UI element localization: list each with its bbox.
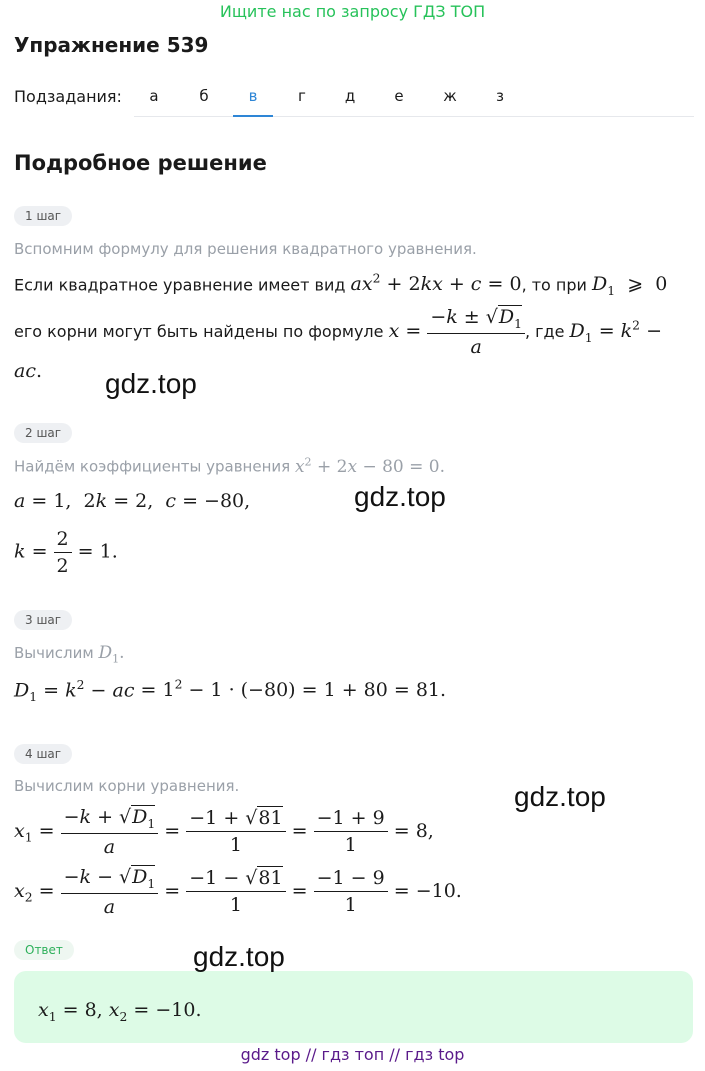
tab-b[interactable]: б [199,87,209,105]
tab-z[interactable]: з [496,87,504,105]
watermark: gdz.top [354,481,446,512]
step-4-hint: Вычислим корни уравнения. [14,777,240,795]
subtasks-label: Подзадания: [14,87,122,106]
step-2-hint-text: Найдём коэффициенты уравнения [14,457,291,476]
step-1-line-1-text-b: , то при [521,275,587,295]
step-1-formula: x = $\frac{-k \pm √D_1}{a}$ [389,320,525,342]
subtasks-tabs [134,78,694,117]
step-2-hint [14,455,445,477]
step-3-hint-symbol: $D_1$. [98,643,125,666]
watermark: gdz.top [105,368,197,399]
step-1-line-3: ac. [14,360,43,382]
tab-e[interactable]: е [394,87,404,105]
step-1-line-2-text-a: его корни могут быть найдены по формуле [14,321,384,341]
page-title: Упражнение 539 [14,33,209,57]
answer-text: $x_1 = 8$, $x_2 = -10$. [38,999,202,1024]
step-4-root-1: $x_1$ = $\frac{-k + √D_1}{a}$ = $\frac{-1 + √81}{1}$ = $\frac{-1 + 9}{1}$ = 8, [14,806,434,858]
step-2-k: k = $\frac{2}{2}$ = 1. [14,528,118,577]
step-3-calculation: $D_1 = k^2$ − ac = $1^2 - 1 \cdot (-80) = 1 + 80 = 81$. [14,678,447,705]
step-1-badge: 1 шаг [14,206,72,226]
tab-d[interactable]: д [344,87,356,105]
step-4-badge: 4 шаг [14,744,72,764]
step-3-badge: 3 шаг [14,610,72,630]
step-1-line-1-text-a: Если квадратное уравнение имеет вид [14,275,346,295]
answer-box [14,971,693,1043]
step-2-badge: 2 шаг [14,423,72,443]
tab-v[interactable]: в [233,87,273,117]
step-1-equation: $ax^2 + 2kx + c = 0$ [350,272,522,296]
footer-links: gdz top // гдз топ // гдз top [240,1045,465,1064]
step-1-line-1 [14,272,667,298]
step-1-line-2 [14,306,662,358]
step-4-root-2: $x_2$ = $\frac{-k - √D_1}{a}$ = $\frac{-1 - √81}{1}$ = $\frac{-1 - 9}{1}$ = −10. [14,866,462,918]
step-2-equation: $x^2 + 2x - 80 = 0$. [294,455,446,477]
step-3-hint [14,643,125,665]
watermark: gdz.top [514,781,606,812]
answer-badge: Ответ [14,940,74,960]
step-1-line-2-text-b: , где [524,321,565,341]
step-2-coefficients: a = 1, 2k = 2, c = −80, [14,490,251,512]
step-3-hint-text: Вычислим [14,644,94,662]
step-1-hint: Вспомним формулу для решения квадратного уравнения. [14,240,477,258]
tab-a[interactable]: а [149,87,159,105]
watermark: gdz.top [193,941,285,972]
step-1-discriminant: $D_1 = k^2$ − [569,318,662,345]
solution-title: Подробное решение [14,151,267,175]
tab-zh[interactable]: ж [443,87,457,105]
step-1-condition: $D_1$ ⩾ 0 [592,273,668,299]
tab-g[interactable]: г [298,87,306,105]
search-banner: Ищите нас по запросу ГДЗ ТОП [219,2,486,21]
